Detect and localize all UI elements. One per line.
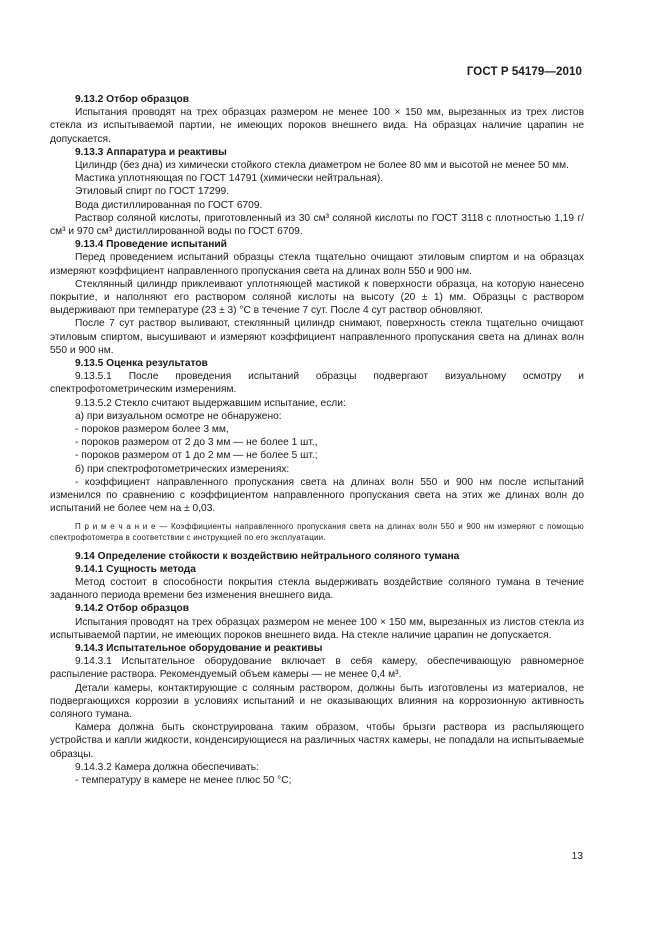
list-item: а) при визуальном осмотре не обнаружено: (75, 410, 282, 422)
paragraph: Метод состоит в способности покрытия стекла выдерживать воздействие соляного тумана в течение заданного периода времени без изменения внешнего вида. (50, 576, 584, 602)
paragraph: Испытания проводят на трех образцах размером не менее 100 × 150 мм, вырезанных из листов стекла из испытываемой партии, не имеющих пороков внешнего вида. На стекле наличие царапин не допускается. (50, 616, 584, 641)
paragraph: После 7 сут раствор выливают, стеклянный цилиндр снимают, поверхность стекла тщательно очищают этиловым спиртом, высушивают и измеряют коэффициент направленного пропускания света на длинах волн 550 и 900 нм. (50, 318, 584, 356)
document-header: ГОСТ Р 54179—2010 (466, 66, 582, 78)
paragraph: - температуру в камере не менее плюс 50 °С; (75, 774, 292, 786)
paragraph: Раствор соляной кислоты, приготовленный из 30 см³ соляной кислоты по ГОСТ 3118 с плотностью 1,19 г/см³ и 970 см³ дистиллированной воды по ГОСТ 6709. (50, 212, 584, 238)
paragraph: 9.14.3.2 Камера должна обеспечивать: (75, 761, 259, 773)
section-heading: 9.14 Определение стойкости к воздействию нейтрального соляного тумана (75, 550, 460, 562)
section-heading: 9.14.3 Испытательное оборудование и реактивы (75, 642, 323, 654)
paragraph: Камера должна быть сконструирована таким образом, чтобы брызги раствора из распыляющего устройства и капли жидкости, конденсирующиеся на различных частях камеры, не попадали на испытываемые образцы. (50, 722, 584, 760)
document-body (50, 93, 584, 787)
note: П р и м е ч а н и е — Коэффициенты направленного пропускания света на длинах волн 550 и 900 нм измеряют с помощью спектрофотометра в соответствии с инструкцией по его эксплуатации. (50, 521, 584, 542)
section-heading: 9.13.2 Отбор образцов (75, 94, 189, 105)
list-item: - пороков размером от 1 до 2 мм — не более 5 шт.; (75, 450, 318, 462)
paragraph: Стеклянный цилиндр приклеивают уплотняющей мастикой к поверхности образца, на которую нанесено покрытие, и наполняют его раствором соляной кислоты на высоту (20 ± 1) мм. Образцы с раствором выдерживают при температуре (23 ± 3) °С в течение 7 сут. После 4 сут раствор обновляют. (50, 278, 584, 317)
list-item: - пороков размером более 3 мм, (75, 424, 229, 436)
paragraph: Перед проведением испытаний образцы стекла тщательно очищают этиловым спиртом и на образцах измеряют коэффициент направленного пропускания света на длинах волн 550 и 900 нм. (50, 252, 584, 277)
section-heading: 9.13.4 Проведение испытаний (75, 239, 227, 251)
list-item: б) при спектрофотометрических измерениях: (75, 463, 290, 475)
section-heading: 9.14.2 Отбор образцов (75, 603, 189, 615)
section-heading: 9.13.3 Аппаратура и реактивы (75, 146, 227, 158)
paragraph: 9.13.5.2 Стекло считают выдержавшим испытание, если: (75, 397, 346, 409)
list-item: - пороков размером от 2 до 3 мм — не более 1 шт., (75, 437, 318, 449)
paragraph: Детали камеры, контактирующие с соляным раствором, должны быть изготовлены из материалов, не подвергающихся коррозии в условиях испытаний и не оказывающих влияния на коррозионную активность соляного тумана. (50, 682, 584, 720)
section-heading: 9.13.5 Оценка результатов (75, 358, 208, 370)
paragraph: 9.13.5.1 После проведения испытаний образцы подвергают визуальному осмотру и спектрофотометрическим измерениям. (50, 371, 584, 396)
paragraph: Вода дистиллированная по ГОСТ 6709. (75, 199, 263, 211)
paragraph: Испытания проводят на трех образцах размером не менее 100 × 150 мм, вырезанных из трех листов стекла из испытываемой партии, не имеющих пороков внешнего вида. На образцах наличие царапин не допускается. (50, 107, 584, 145)
paragraph: 9.14.3.1 Испытательное оборудование включает в себя камеру, обеспечивающую равномерное распыление раствора. Рекомендуемый объем камеры — не менее 0,4 м³. (50, 656, 584, 681)
paragraph: Мастика уплотняющая по ГОСТ 14791 (химически нейтральная). (75, 173, 384, 185)
page-number: 13 (571, 851, 583, 862)
paragraph: Цилиндр (без дна) из химически стойкого стекла диаметром не более 80 мм и высотой не менее 50 мм. (75, 160, 569, 172)
paragraph: - коэффициент направленного пропускания света на длинах волн 550 и 900 нм после испытаний изменился по сравнению с коэффициентом направленного пропускания света на этих же длинах волн до испытаний не более чем на ± 0,03. (50, 476, 584, 515)
paragraph: Этиловый спирт по ГОСТ 17299. (75, 186, 230, 198)
section-heading: 9.14.1 Сущность метода (75, 563, 196, 575)
